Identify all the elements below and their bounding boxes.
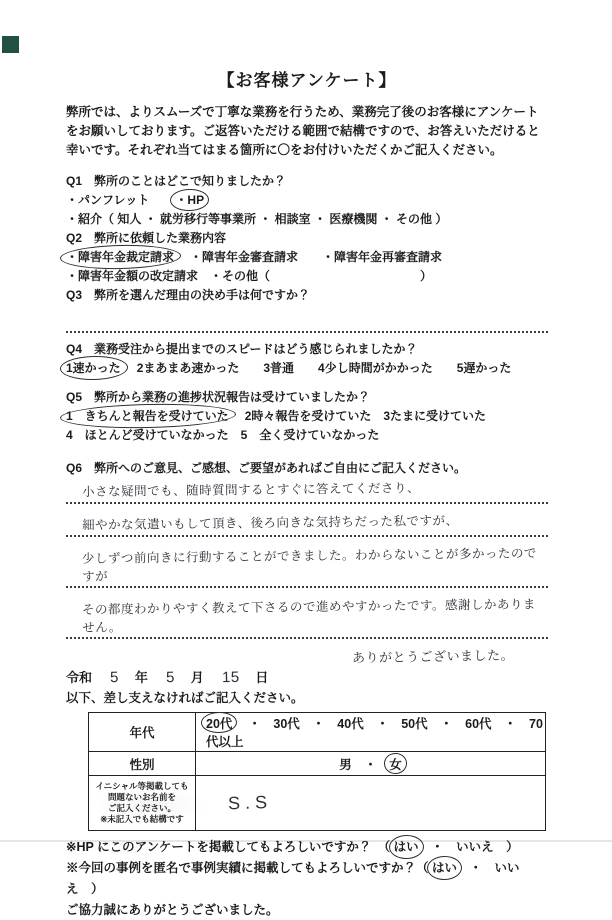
- q2-option-saitei-circled: ・障害年金裁定請求: [66, 248, 174, 267]
- handwritten-thanks: ありがとうございました。: [351, 647, 515, 666]
- q1-options-row1: [66, 191, 548, 210]
- year-label: 年: [134, 670, 148, 686]
- q2-options-row2: [66, 267, 548, 286]
- case-publish-rest: ・ いいえ ）: [66, 861, 520, 897]
- fill-in-note: 以下、差し支えなければご記入ください。: [66, 691, 304, 706]
- handwritten-month: 5: [165, 669, 175, 687]
- closing-thanks: ご協力誠にありがとうございました。: [66, 903, 279, 918]
- q1-label: Q1 弊所のことはどこで知りましたか？: [66, 174, 287, 189]
- q2-option-kaitei: ・障害年金額の改定請求 ・その他（: [66, 269, 271, 284]
- case-publish-question: ※今回の事例を匿名で事例実績に掲載してもよろしいですか？（ はい ・ いいえ ）: [66, 858, 548, 900]
- q6-answer-line-2: [66, 513, 548, 537]
- q3-label: Q3 弊所を選んだ理由の決め手は何ですか？: [66, 288, 311, 303]
- name-header-cell: イニシャル等掲載しても 問題ないお名前を ご記入ください。 ※未記入でも結構です: [89, 776, 196, 831]
- scan-artifact-mark: [2, 36, 19, 53]
- date-line: [66, 667, 548, 689]
- q1-option-hp-circled: ・HP: [175, 191, 204, 210]
- age-options-cell: [196, 713, 546, 752]
- q5-options-row1: [66, 407, 548, 426]
- gender-female-circled: 女: [389, 755, 402, 773]
- q6-answer-line-1: [66, 480, 548, 504]
- case-publish-yes-circled: はい: [432, 858, 457, 879]
- handwritten-comment-1: 小さな疑問でも、随時質問するとすぐに答えてくださり、: [81, 481, 421, 500]
- gender-header-cell: 性別: [89, 752, 196, 776]
- age-options-rest: ・ 30代 ・ 40代 ・ 50代 ・ 60代 ・ 70代以上: [206, 717, 543, 750]
- page-title: 【お客様アンケート】: [217, 71, 397, 90]
- q4-option1-circled: 1速かった: [66, 359, 121, 378]
- q2-option-other-close: ）: [420, 269, 433, 284]
- age-header-cell: 年代: [89, 713, 196, 752]
- q2-options-row1-rest: ・障害年金審査請求 ・障害年金再審査請求: [190, 250, 443, 265]
- spacer: [66, 378, 548, 388]
- q6-answer-line-4: [66, 597, 548, 639]
- q4-options: [66, 359, 548, 378]
- q5-option1-circled: 1 きちんと報告を受けていた: [66, 407, 229, 426]
- handwritten-comment-2: 細やかな気遣いもして頂き、後ろ向きな気持ちだった私ですが、: [81, 513, 459, 533]
- respondent-info-table: [88, 712, 546, 831]
- handwritten-comment-3: 少しずつ前向きに行動することができました。わからないことが多かったのですが: [81, 546, 537, 585]
- q6-answer-line-3: [66, 546, 548, 588]
- q1-options-row2: ・紹介（ 知人 ・ 就労移行等事業所 ・ 相談室 ・ 医療機関 ・ その他 ）: [66, 212, 448, 227]
- name-row: [89, 776, 546, 831]
- q2-label: Q2 弊所に依頼した業務内容: [66, 231, 227, 246]
- q5-options-row1-rest: 2時々報告を受けていた 3たまに受けていた: [244, 409, 487, 424]
- q3-answer-line-blank: [66, 305, 548, 333]
- q5-label: Q5 弊所から業務の進捗状況報告は受けていましたか？: [66, 390, 371, 405]
- era-label: 令和: [66, 670, 93, 686]
- handwritten-comment-4: その都度わかりやすく教えて下さるので進めやすかったです。感謝しかありません。: [81, 597, 536, 636]
- name-value-cell: [196, 776, 546, 831]
- gender-row: [89, 752, 546, 776]
- q6-label: Q6 弊所へのご意見、ご感想、ご要望があればご自由にご記入ください。: [66, 461, 467, 476]
- hp-publish-yes-circled: はい: [394, 837, 419, 858]
- age-row: [89, 713, 546, 752]
- handwritten-year: 5: [109, 669, 119, 687]
- q1-option-pamphlet: ・パンフレット: [66, 193, 150, 208]
- hp-publish-question: ※HP にこのアンケートを掲載してもよろしいですか？ （ はい ・ いいえ ）: [66, 837, 548, 858]
- handwritten-day: 15: [221, 669, 240, 687]
- handwritten-initials: S.S: [227, 791, 273, 814]
- spacer: [66, 445, 548, 459]
- q5-options-row2: 4 ほとんど受けていなかった 5 全く受けていなかった: [66, 428, 380, 443]
- q4-options-rest: 2まあまあ速かった 3普通 4少し時間がかかった 5遅かった: [136, 361, 512, 376]
- gender-male-option: 男 ・: [339, 757, 390, 772]
- gender-options-cell: [196, 752, 546, 776]
- age-selected-circled: 20代: [206, 714, 232, 732]
- day-label: 日: [255, 670, 269, 686]
- intro-paragraph: 弊所では、よりスムーズで丁寧な業務を行うため、業務完了後のお客様にアンケートをお願いしております。ご返答いただける範囲で結構ですので、お答えいただけると幸いです。それぞれ当てはまる箇所に〇をお付けいただくかご記入ください。: [66, 105, 540, 157]
- survey-content: [66, 66, 548, 920]
- q4-label: Q4 業務受注から提出までのスピードはどう感じられましたか？: [66, 342, 418, 357]
- hp-publish-rest: ・ いいえ ）: [418, 840, 519, 855]
- q2-options-row1: [66, 248, 548, 267]
- month-label: 月: [190, 670, 204, 686]
